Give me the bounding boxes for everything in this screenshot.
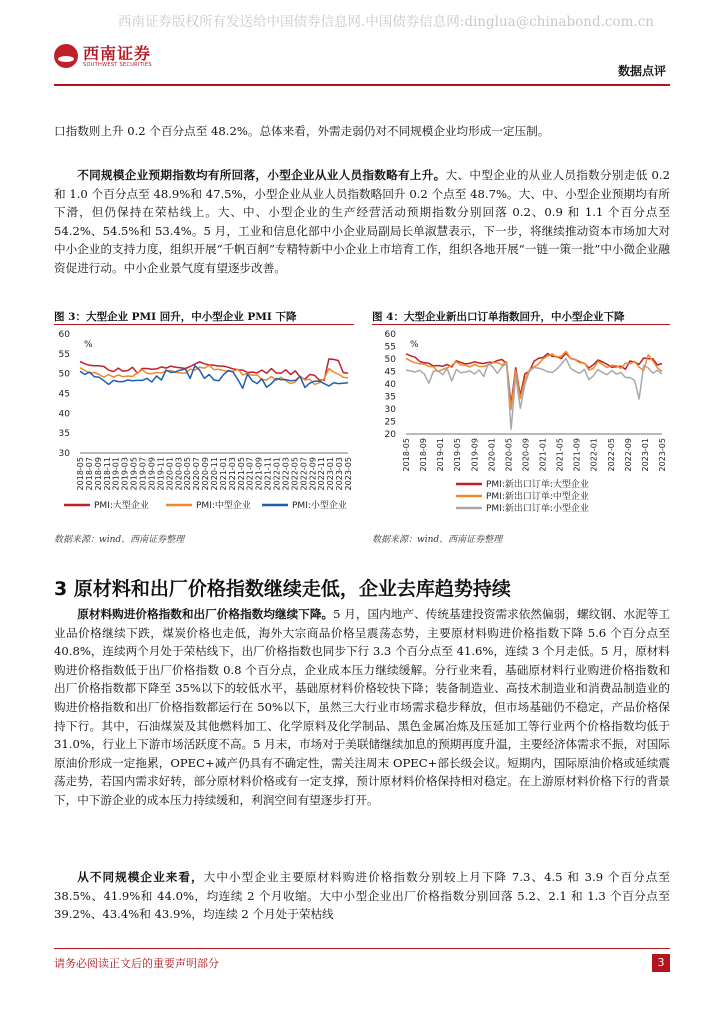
x-tick-label: 2019-03 bbox=[120, 457, 130, 491]
x-tick-label: 2022-03 bbox=[281, 457, 291, 491]
x-tick-label: 2018-09 bbox=[93, 457, 103, 491]
logo-name-en: SOUTHWEST SECURITIES bbox=[83, 61, 152, 68]
section-heading: 3 原材料和出厂价格指数继续走低，企业去库趋势持续 bbox=[54, 578, 511, 600]
x-tick-label: 2020-07 bbox=[192, 457, 202, 491]
paragraph-body: 大、中型企业的从业人员指数分别走低 0.2 和 1.0 个百分点至 48.9%和 47.5%，小型企业从业人员指数略回升 0.2 个点至 48.7%。大、中、小型企业预期均有所下滑，但仍保持在荣枯线上。大、中、小型企业的生产经营活动预期指数分别回落 0.2、0.9 和 1.1 个百分点至 54.2%、54.5%和 53.4%。5 月，工业和信息化部中小企业局副局长单淑慧表示，下一步，将继续推动资本市场加大对中小企业的支持力度，组织开展“千帆百舸”专精特新中小企业上市培育工作，组织各地开展“一链一策一批”中小微企业融资促进行动。中小企业景气度有望逐步改善。 bbox=[54, 168, 670, 275]
company-logo bbox=[54, 44, 152, 68]
x-tick-label: 2019-05 bbox=[129, 457, 139, 491]
figure3-source: 数据来源：wind、西南证券整理 bbox=[54, 535, 185, 545]
x-tick-label: 2022-07 bbox=[299, 457, 309, 491]
x-tick-label: 2020-05 bbox=[504, 438, 514, 472]
figure4-source: 数据来源：wind、西南证券整理 bbox=[372, 535, 503, 545]
figure4-rule bbox=[372, 324, 670, 325]
paragraph-body: 大中小型企业主要原材料购进价格指数分别较上月下降 7.3、4.5 和 3.9 个百分点至 38.5%、41.9%和 44.0%，均连续 2 个月收缩。大中小型企业出厂价格指数分别回落 5.2、2.1 和 1.3 个百分点至 39.2%、43.4%和 43.9%，均连续 2 个月处于荣枯线 bbox=[54, 870, 670, 922]
paragraph-lead: 原材料购进价格指数和出厂价格指数均继续下降。 bbox=[77, 607, 334, 621]
x-tick-label: 2019-07 bbox=[138, 457, 148, 491]
logo-name-cn: 西南证券 bbox=[83, 43, 152, 63]
x-tick-label: 2019-11 bbox=[156, 457, 166, 491]
x-tick-label: 2018-05 bbox=[402, 438, 411, 472]
y-tick-label: 20 bbox=[384, 430, 396, 440]
y-tick-label: 60 bbox=[58, 330, 70, 340]
figure4-title: 图 4：大型企业新出口订单指数回升，中小型企业下降 bbox=[372, 311, 625, 323]
x-tick-label: 2019-01 bbox=[436, 438, 446, 472]
x-tick-label: 2018-07 bbox=[84, 457, 94, 491]
x-tick-label: 2022-01 bbox=[589, 438, 599, 472]
x-tick-label: 2021-01 bbox=[218, 457, 228, 491]
x-tick-label: 2023-01 bbox=[326, 457, 336, 491]
x-tick-label: 2020-03 bbox=[174, 457, 184, 491]
paragraph-export: 口指数则上升 0.2 个百分点至 48.2%。总体来看，外需走弱仍对不同规模企业均形成一定压制。 bbox=[54, 124, 550, 138]
x-tick-label: 2021-09 bbox=[572, 438, 582, 472]
y-tick-label: 40 bbox=[384, 380, 396, 390]
y-tick-label: 50 bbox=[58, 369, 70, 380]
x-tick-label: 2022-05 bbox=[290, 457, 300, 491]
doc-type-label: 数据点评 bbox=[617, 64, 666, 78]
x-tick-label: 2019-09 bbox=[147, 457, 157, 491]
x-tick-label: 2018-05 bbox=[76, 457, 85, 491]
y-tick-label: 50 bbox=[384, 355, 396, 365]
x-tick-label: 2022-09 bbox=[308, 457, 318, 491]
y-tick-label: 35 bbox=[58, 429, 70, 440]
legend-label: PMI:新出口订单:中型企业 bbox=[486, 492, 589, 502]
y-tick-label: 60 bbox=[384, 330, 396, 340]
footer-disclaimer: 请务必阅读正文后的重要声明部分 bbox=[54, 957, 219, 970]
series-line bbox=[406, 351, 662, 409]
page-number: 3 bbox=[652, 954, 670, 972]
unit-label: % bbox=[410, 340, 419, 350]
x-tick-label: 2020-09 bbox=[521, 438, 531, 472]
footer-divider bbox=[54, 948, 670, 949]
x-tick-label: 2021-09 bbox=[254, 457, 264, 491]
legend-label: PMI:中型企业 bbox=[196, 501, 251, 511]
x-tick-label: 2022-09 bbox=[623, 438, 633, 472]
y-tick-label: 55 bbox=[58, 349, 70, 360]
x-tick-label: 2022-11 bbox=[317, 457, 327, 491]
x-tick-label: 2023-05 bbox=[344, 457, 353, 491]
paragraph-body: 5 月，国内地产、传统基建投资需求依然偏弱，螺纹钢、水泥等工业品价格继续下跌，煤炭价格也走低，海外大宗商品价格呈震荡态势，主要原材料购进价格指数下降 5.6 个百分点至 40.8%，连续两个月处于荣枯线下，出厂价格指数也同步下行 3.3 个百分点至 41.6%，连续 3 个月走低。5 月，原材料购进价格指数低于出厂价格指数 0.8 个百分点，企业成本压力继续缓解。分行业来看，基础原材料行业购进价格指数和出厂价格指数都下降至 35%以下的较低水平，基础原材料价格较快下降；装备制造业、高技术制造业和消费品制造业的购进价格指数和出厂价格指数都运行在 50%以下，虽然三大行业市场需求稳步释放，但市场基础仍不稳定，产品价格保持下行。其中，石油煤炭及其他燃料加工、化学原料及化学制品、黑色金属冶炼及压延加工等行业两个价格指数均低于 31.0%，行业上下游市场活跃度不高。5 月末，市场对于美联储继续加息的预期再度升温，主要经济体需求不振，对国际原油价形成一定拖累，OPEC+减产仍具有不确定性，需关注周末 OPEC+部长级会议。短期内，国际原油价格或延续震荡走势，若国内需求好转，部分原材料价格或有一定支撑，预计原材料价格保持相对稳定。在上游原材料价格下行的背景下，中下游企业的成本压力持续缓和，利润空间有望逐步打开。 bbox=[54, 607, 670, 807]
x-tick-label: 2021-11 bbox=[263, 457, 273, 491]
legend-label: PMI:小型企业 bbox=[292, 501, 347, 511]
x-tick-label: 2021-05 bbox=[555, 438, 565, 472]
y-tick-label: 55 bbox=[384, 342, 396, 353]
paragraph-expectations bbox=[54, 166, 670, 278]
x-tick-label: 2023-05 bbox=[658, 438, 667, 472]
y-tick-label: 40 bbox=[58, 409, 70, 420]
logo-mark-icon bbox=[54, 44, 78, 68]
paragraph-prices bbox=[54, 605, 670, 810]
x-tick-label: 2022-05 bbox=[606, 438, 616, 472]
x-tick-label: 2020-09 bbox=[201, 457, 211, 491]
watermark: 西南证券版权所有发送给中国债券信息网.中国债券信息网:dinglua@chinabond.com.cn bbox=[118, 14, 654, 30]
figure4-chart bbox=[372, 326, 670, 524]
x-tick-label: 2021-07 bbox=[245, 457, 255, 491]
y-tick-label: 35 bbox=[384, 392, 396, 403]
paragraph-lead: 不同规模企业预期指数均有所回落，小型企业从业人员指数略有上升。 bbox=[77, 168, 446, 182]
legend-label: PMI:新出口订单:小型企业 bbox=[486, 504, 589, 514]
x-tick-label: 2019-09 bbox=[470, 438, 480, 472]
x-tick-label: 2020-01 bbox=[487, 438, 497, 472]
legend-label: PMI:大型企业 bbox=[94, 501, 149, 511]
y-tick-label: 25 bbox=[384, 417, 396, 428]
x-tick-label: 2020-05 bbox=[183, 457, 193, 491]
y-tick-label: 45 bbox=[384, 367, 396, 378]
unit-label: % bbox=[84, 340, 93, 350]
paragraph-by-size bbox=[54, 868, 670, 924]
x-tick-label: 2019-01 bbox=[111, 457, 121, 491]
x-tick-label: 2020-11 bbox=[210, 457, 219, 491]
paragraph-lead: 从不同规模企业来看， bbox=[77, 870, 204, 884]
legend-label: PMI:新出口订单:大型企业 bbox=[486, 480, 589, 490]
x-tick-label: 2018-11 bbox=[102, 457, 112, 491]
x-tick-label: 2022-01 bbox=[272, 457, 282, 491]
x-tick-label: 2023-01 bbox=[640, 438, 650, 472]
header-divider bbox=[54, 84, 670, 86]
x-tick-label: 2023-03 bbox=[335, 457, 345, 491]
x-tick-label: 2021-03 bbox=[227, 457, 237, 491]
y-tick-label: 30 bbox=[384, 405, 396, 415]
figure3-rule bbox=[54, 324, 354, 325]
figure3-chart bbox=[54, 326, 354, 524]
y-tick-label: 30 bbox=[58, 449, 70, 459]
x-tick-label: 2018-09 bbox=[419, 438, 429, 472]
y-tick-label: 45 bbox=[58, 389, 70, 400]
series-line bbox=[406, 353, 662, 404]
x-tick-label: 2021-05 bbox=[236, 457, 246, 491]
x-tick-label: 2021-01 bbox=[538, 438, 548, 472]
figure3-title: 图 3：大型企业 PMI 回升，中小型企业 PMI 下降 bbox=[54, 311, 297, 323]
x-tick-label: 2020-01 bbox=[165, 457, 175, 491]
x-tick-label: 2019-05 bbox=[453, 438, 463, 472]
